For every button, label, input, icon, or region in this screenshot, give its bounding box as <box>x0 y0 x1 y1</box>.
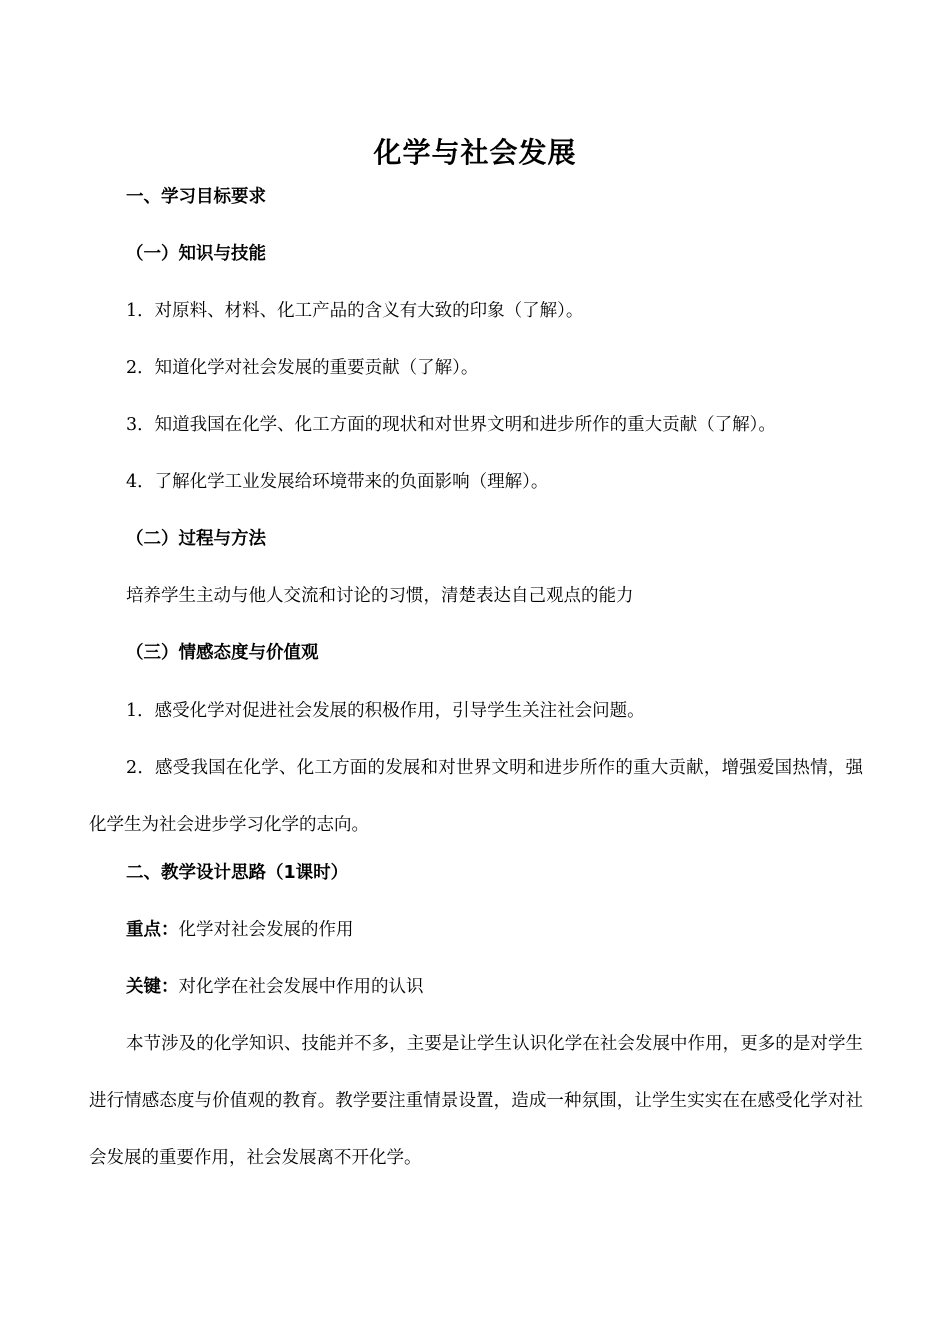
process-method-text: 培养学生主动与他人交流和讨论的习惯，清楚表达自己观点的能力 <box>126 586 634 606</box>
knowledge-skills-heading: （一）知识与技能 <box>126 244 266 264</box>
section2-heading: 二、教学设计思路（1课时） <box>126 863 349 883</box>
knowledge-item-4: 4．了解化学工业发展给环境带来的负面影响（理解）。 <box>126 472 549 492</box>
section1-heading: 一、学习目标要求 <box>126 187 266 207</box>
key-point-text: 化学对社会发展的作用 <box>178 920 354 940</box>
attitude-item-1: 1．感受化学对促进社会发展的积极作用，引导学生关注社会问题。 <box>126 701 645 721</box>
key-point-label: 重点： <box>126 920 179 940</box>
knowledge-item-3: 3．知道我国在化学、化工方面的现状和对世界文明和进步所作的重大贡献（了解）。 <box>126 415 776 435</box>
knowledge-item-2: 2．知道化学对社会发展的重要贡献（了解）。 <box>126 358 479 378</box>
key-point-line <box>126 917 354 943</box>
knowledge-item-1: 1．对原料、材料、化工产品的含义有大致的印象（了解）。 <box>126 301 584 321</box>
attitude-item-2: 2．感受我国在化学、化工方面的发展和对世界文明和进步所作的重大贡献，增强爱国热情，强化学生为社会进步学习化学的志向。 <box>89 758 863 835</box>
process-method-heading: （二）过程与方法 <box>126 529 266 549</box>
crux-text: 对化学在社会发展中作用的认识 <box>178 977 424 997</box>
crux-label: 关键： <box>126 977 179 997</box>
design-paragraph: 本节涉及的化学知识、技能并不多，主要是让学生认识化学在社会发展中作用，更多的是对学生进行情感态度与价值观的教育。教学要注重情景设置，造成一种氛围，让学生实实在在感受化学对社会发展的重要作用，社会发展离不开化学。 <box>89 1034 863 1168</box>
attitude-values-heading: （三）情感态度与价值观 <box>126 643 319 663</box>
crux-line <box>126 974 424 1000</box>
document-title: 化学与社会发展 <box>373 136 577 169</box>
